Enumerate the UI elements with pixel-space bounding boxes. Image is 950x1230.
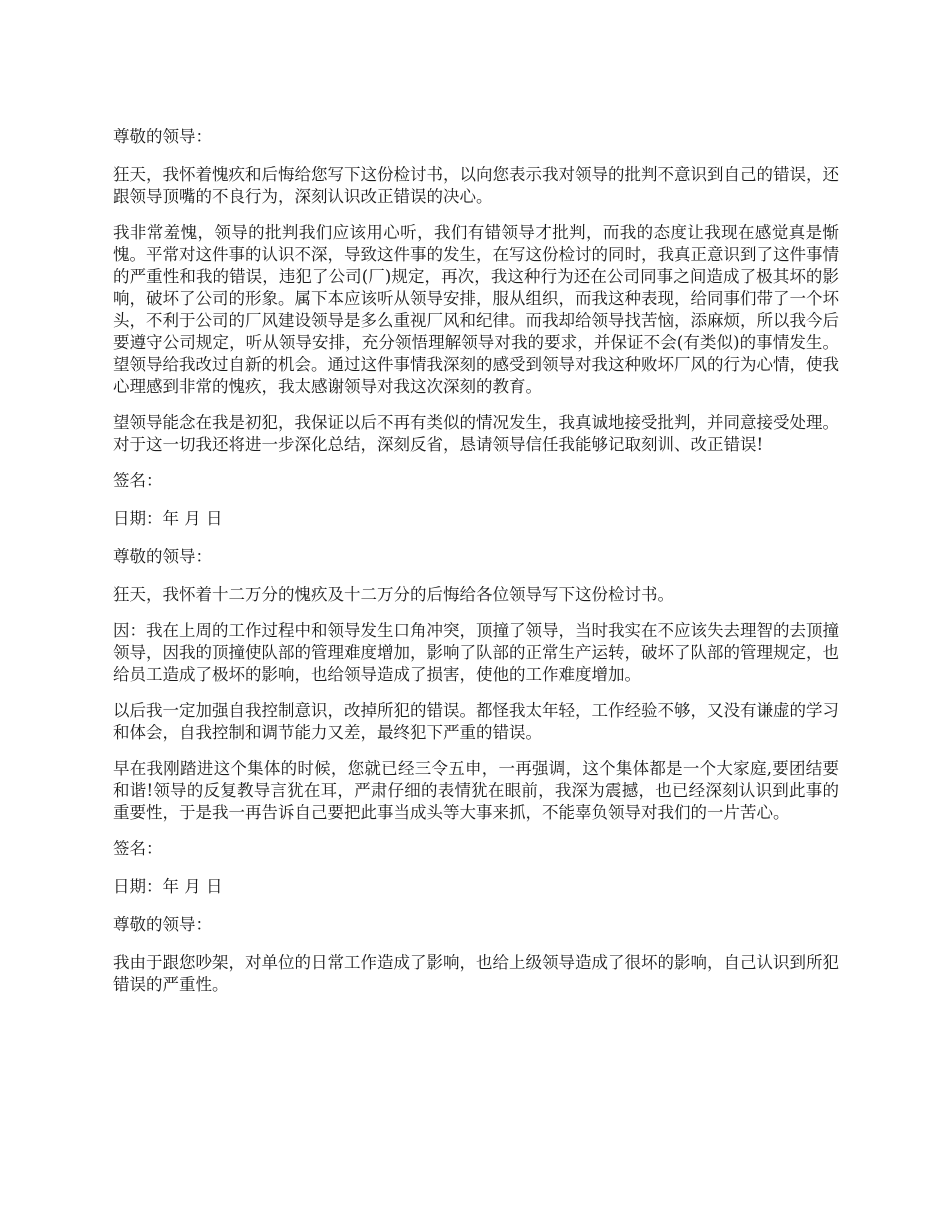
paragraph: 我非常羞愧，领导的批判我们应该用心听，我们有错领导才批判，而我的态度让我现在感觉真是惭愧。平常对这件事的认识不深，导致这件事的发生，在写这份检讨的同时，我真正意识到了这件事情的严重性和我的错误，违犯了公司(厂)规定，再次，我这种行为还在公司同事之间造成了极其坏的影响，破坏了公司的形象。属下本应该听从领导安排，服从组织，而我这种表现，给同事们带了一个坏头，不利于公司的厂风建设领导是多么重视厂风和纪律。而我却给领导找苦恼，添麻烦，所以我今后要遵守公司规定，听从领导安排，充分领悟理解领导对我的要求，并保证不会(有类似)的事情发生。望领导给我改过自新的机会。通过这件事情我深刻的感受到领导对我这种败坏厂风的行为心情，使我心理感到非常的愧疚，我太感谢领导对我这次深刻的教育。 xyxy=(113,223,839,396)
paragraph: 望领导能念在我是初犯，我保证以后不再有类似的情况发生，我真诚地接受批判，并同意接受处理。对于这一切我还将进一步深化总结，深刻反省，恳请领导信任我能够记取刻训、改正错误! xyxy=(113,413,839,454)
greeting: 尊敬的领导： xyxy=(113,915,212,934)
date-line: 日期：年 月 日 xyxy=(113,877,223,896)
paragraph: 早在我刚踏进这个集体的时候，您就已经三令五申，一再强调，这个集体都是一个大家庭,要团结要和谐!领导的反复教导言犹在耳，严肃仔细的表情犹在眼前，我深为震撼，也已经深刻认识到此事的重要性，于是我一再告诉自己要把此事当成头等大事来抓，不能辜负领导对我们的一片苦心。 xyxy=(113,759,839,822)
paragraph: 我由于跟您吵架，对单位的日常工作造成了影响，也给上级领导造成了很坏的影响，自己认识到所犯错误的严重性。 xyxy=(113,953,839,994)
signature-line: 签名： xyxy=(113,471,163,490)
paragraph: 狂天，我怀着十二万分的愧疚及十二万分的后悔给各位领导写下这份检讨书。 xyxy=(113,585,674,604)
greeting: 尊敬的领导： xyxy=(113,547,212,566)
greeting: 尊敬的领导： xyxy=(113,127,212,146)
paragraph: 以后我一定加强自我控制意识，改掉所犯的错误。都怪我太年轻，工作经验不够，又没有谦虚的学习和体会，自我控制和调节能力又差，最终犯下严重的错误。 xyxy=(113,701,839,742)
document-body xyxy=(113,126,839,1010)
paragraph: 狂天，我怀着愧疚和后悔给您写下这份检讨书，以向您表示我对领导的批判不意识到自己的错误，还跟领导顶嘴的不良行为，深刻认识改正错误的决心。 xyxy=(113,165,839,206)
paragraph: 因：我在上周的工作过程中和领导发生口角冲突，顶撞了领导，当时我实在不应该失去理智的去顶撞领导，因我的顶撞使队部的管理难度增加，影响了队部的正常生产运转，破坏了队部的管理规定，也给员工造成了极坏的影响，也给领导造成了损害，使他的工作难度增加。 xyxy=(113,621,839,684)
date-line: 日期：年 月 日 xyxy=(113,509,223,528)
signature-line: 签名： xyxy=(113,839,163,858)
